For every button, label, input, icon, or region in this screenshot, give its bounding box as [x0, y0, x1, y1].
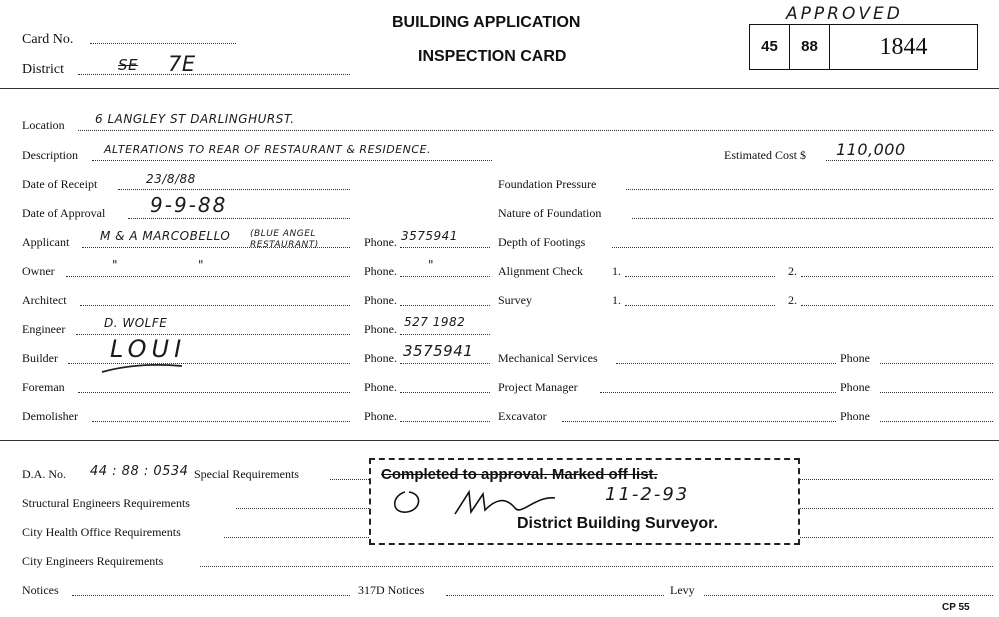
survey-2-field — [801, 305, 993, 306]
foundation-pressure-label: Foundation Pressure — [498, 177, 597, 191]
box-cell-3: 1844 — [879, 34, 928, 60]
excavator-label: Excavator — [498, 409, 547, 423]
estimated-cost-value: 110,000 — [836, 140, 906, 159]
excavator-phone-label: Phone — [840, 409, 870, 423]
depth-of-footings-label: Depth of Footings — [498, 235, 586, 249]
engineer-phone-value: 527 1982 — [404, 315, 466, 329]
applicant-phone-label: Phone. — [364, 235, 397, 249]
architect-label: Architect — [22, 293, 67, 307]
location-value: 6 LANGLEY ST DARLINGHURST. — [95, 112, 295, 126]
owner-phone-field — [400, 276, 490, 277]
card-no-field — [90, 43, 236, 44]
date-of-approval-field — [128, 218, 350, 219]
box-cell-1: 45 — [750, 25, 790, 69]
special-requirements-label: Special Requirements — [194, 467, 299, 481]
engineer-label: Engineer — [22, 322, 66, 336]
survey-1: 1. — [612, 293, 621, 307]
stamp-date: 11-2-93 — [605, 484, 690, 505]
district-label: District — [22, 62, 64, 77]
demolisher-phone-label: Phone. — [364, 409, 397, 423]
section-divider — [0, 440, 999, 441]
stamp-line-surveyor: District Building Surveyor. — [517, 515, 718, 532]
foreman-label: Foreman — [22, 380, 65, 394]
notices-field — [72, 595, 350, 596]
project-manager-label: Project Manager — [498, 380, 578, 394]
nature-of-foundation-label: Nature of Foundation — [498, 206, 602, 220]
description-value: ALTERATIONS TO REAR OF RESTAURANT & RESIDENCE. — [104, 143, 432, 156]
notices-317d-field — [446, 595, 664, 596]
project-manager-phone-label: Phone — [840, 380, 870, 394]
owner-label: Owner — [22, 264, 55, 278]
city-engineers-field — [200, 566, 993, 567]
owner-ditto-1: " — [112, 258, 119, 272]
date-of-receipt-label: Date of Receipt — [22, 177, 98, 191]
depth-of-footings-field — [612, 247, 993, 248]
structural-engineers-label: Structural Engineers Requirements — [22, 496, 190, 510]
alignment-check-2-field — [801, 276, 993, 277]
alignment-check-label: Alignment Check — [498, 264, 583, 278]
survey-1-field — [625, 305, 775, 306]
owner-phone-label: Phone. — [364, 264, 397, 278]
survey-label: Survey — [498, 293, 532, 307]
description-label: Description — [22, 148, 78, 162]
owner-ditto-2: " — [198, 258, 205, 272]
estimated-cost-label: Estimated Cost $ — [724, 148, 806, 162]
excavator-field — [562, 421, 836, 422]
header-divider — [0, 88, 999, 89]
alignment-check-2: 2. — [788, 264, 797, 278]
form-title-line2: INSPECTION CARD — [418, 48, 567, 65]
date-of-approval-label: Date of Approval — [22, 206, 106, 220]
district-field — [78, 74, 350, 75]
engineer-phone-label: Phone. — [364, 322, 397, 336]
builder-phone-value: 3575941 — [403, 342, 474, 360]
date-of-receipt-field — [118, 189, 350, 190]
city-health-label: City Health Office Requirements — [22, 525, 181, 539]
da-no-label: D.A. No. — [22, 467, 66, 481]
date-of-approval-value: 9-9-88 — [150, 193, 228, 217]
demolisher-phone-field — [400, 421, 490, 422]
form-code: CP 55 — [942, 602, 970, 613]
architect-phone-field — [400, 305, 490, 306]
levy-label: Levy — [670, 583, 695, 597]
builder-label: Builder — [22, 351, 58, 365]
applicant-value: M & A MARCOBELLO — [100, 229, 231, 243]
levy-field — [704, 595, 993, 596]
applicant-phone-value: 3575941 — [401, 229, 458, 243]
mechanical-services-field — [616, 363, 836, 364]
notices-317d-label: 317D Notices — [358, 583, 425, 597]
form-title-line1: BUILDING APPLICATION — [392, 14, 581, 31]
city-engineers-label: City Engineers Requirements — [22, 554, 164, 568]
architect-phone-label: Phone. — [364, 293, 397, 307]
owner-phone-ditto: " — [428, 258, 435, 272]
mechanical-services-label: Mechanical Services — [498, 351, 598, 365]
da-no-value: 44 : 88 : 0534 — [90, 464, 189, 479]
engineer-phone-field — [400, 334, 490, 335]
foreman-phone-label: Phone. — [364, 380, 397, 394]
applicant-phone-field — [400, 247, 490, 248]
date-of-receipt-value: 23/8/88 — [146, 172, 196, 186]
builder-phone-label: Phone. — [364, 351, 397, 365]
estimated-cost-field — [826, 160, 993, 161]
builder-underline-mark — [98, 360, 188, 378]
engineer-value: D. WOLFE — [104, 316, 168, 330]
card-no-label: Card No. — [22, 32, 74, 47]
location-label: Location — [22, 118, 65, 132]
demolisher-label: Demolisher — [22, 409, 78, 423]
alignment-check-1: 1. — [612, 264, 621, 278]
survey-2: 2. — [788, 293, 797, 307]
foreman-field — [78, 392, 350, 393]
district-value: 7E — [168, 52, 196, 76]
owner-field — [66, 276, 350, 277]
architect-field — [80, 305, 350, 306]
foundation-pressure-field — [626, 189, 993, 190]
district-struck-value: SE — [118, 56, 138, 74]
applicant-label: Applicant — [22, 235, 70, 249]
applicant-note: (BLUE ANGEL RESTAURANT) — [250, 229, 319, 250]
mechanical-services-phone-field — [880, 363, 993, 364]
alignment-check-1-field — [625, 276, 775, 277]
completion-stamp — [369, 458, 800, 545]
stamp-line-completed: Completed to approval. Marked off list. — [381, 466, 658, 483]
notices-label: Notices — [22, 583, 59, 597]
project-manager-field — [600, 392, 836, 393]
file-number-box — [749, 24, 978, 70]
excavator-phone-field — [880, 421, 993, 422]
approved-handwritten: APPROVED — [786, 4, 903, 24]
mechanical-services-phone-label: Phone — [840, 351, 870, 365]
nature-of-foundation-field — [632, 218, 993, 219]
project-manager-phone-field — [880, 392, 993, 393]
foreman-phone-field — [400, 392, 490, 393]
builder-value: LOUI — [110, 335, 187, 363]
demolisher-field — [92, 421, 350, 422]
location-field — [78, 130, 993, 131]
builder-phone-field — [400, 363, 490, 364]
description-field — [92, 160, 492, 161]
box-cell-2: 88 — [790, 25, 830, 69]
